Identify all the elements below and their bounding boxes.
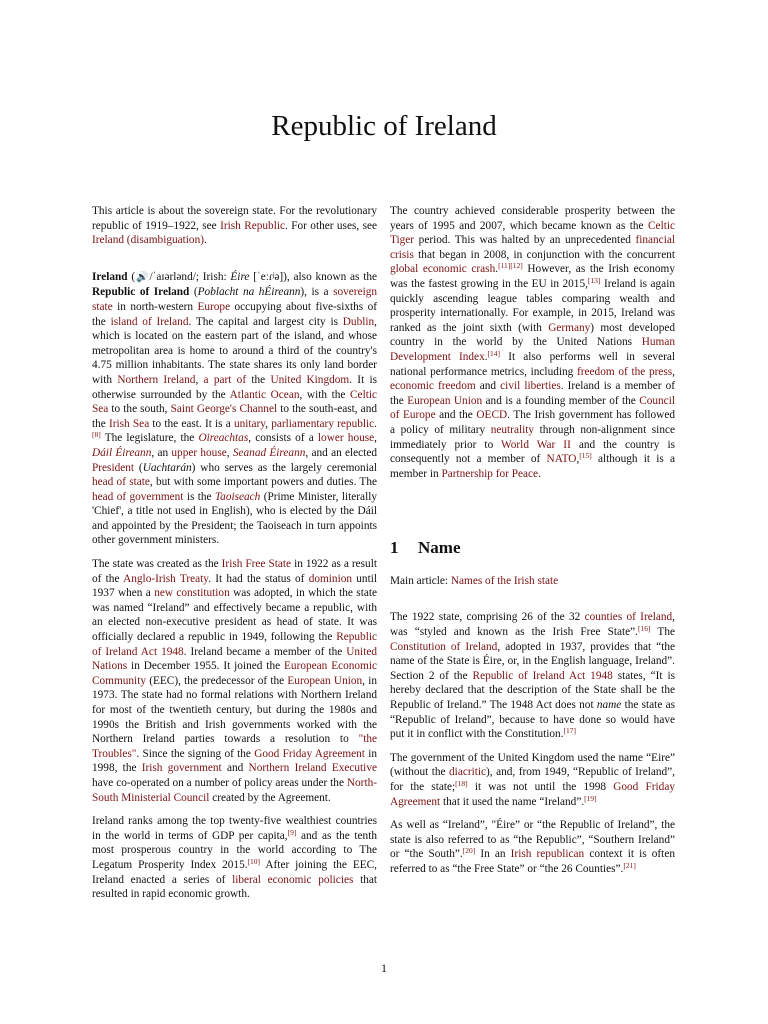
link-irish-republican[interactable]: Irish republican (510, 848, 585, 861)
link-council-of-europe[interactable]: Council of Europe (390, 394, 675, 422)
main-article-note: Main article: Names of the Irish state (390, 574, 559, 587)
link-saint-georges-channel[interactable]: Saint George's Channel (170, 403, 278, 416)
citation-8[interactable]: [8] (92, 430, 101, 440)
link-human-development-index[interactable]: Human Development Index (390, 336, 675, 363)
link-irish-republic[interactable]: Irish Republic (220, 219, 285, 232)
link-irish-free-state[interactable]: Irish Free State (221, 558, 292, 571)
wealth-paragraph: Ireland ranks among the top twenty-five wealthiest countries in the world in terms of GDP per capita,[9] and as the tenth most prosperous country in the world according to The Legatum Prosperity Index 2015.[10] After joining the EEC, Ireland enacted a series of liberal economic policies that resulted in rapid economic growth. (92, 815, 378, 901)
link-president[interactable]: President (92, 461, 135, 474)
link-irish-government[interactable]: Irish government (141, 762, 222, 775)
link-nato[interactable]: NATO (546, 453, 577, 466)
link-irish-sea[interactable]: Irish Sea (109, 417, 150, 430)
link-counties-of-ireland[interactable]: counties of Ireland (584, 611, 673, 624)
link-northern-ireland[interactable]: Northern Ireland (117, 373, 196, 386)
link-european-union[interactable]: European Union (287, 674, 363, 687)
link-good-friday-agreement-2[interactable]: Good Friday Agreement (390, 781, 675, 808)
citation-19[interactable]: [19] (584, 793, 597, 803)
citation-14[interactable]: [14] (487, 348, 501, 358)
link-good-friday-agreement[interactable]: Good Friday Agreement (254, 747, 365, 760)
economy-paragraph: The country achieved considerable prosperity between the years of 1995 and 2007, which became known as the Celtic Tiger period. This was halted by an unprecedented financial crisis that began in 2008, in conjunction with the concurrent global economic crash.[11][12] However, as the Irish economy was the fastest growing in the EU in 2015,[13] Ireland is again quickly ascending league tables comparing wealth and prosperity internationally. For example, in 2015, Ireland was ranked as the joint sixth (with Germany) most developed country in the world by the United Nations Human Development Index.[14] It also performs well in several national performance metrics, including freedom of the press, economic freedom and civil liberties. Ireland is a member of the European Union and is a founding member of the Council of Europe and the OECD. The Irish government has followed a policy of military neutrality through non-alignment since immediately prior to World War II and the country is consequently not a member of NATO,[15] although it is a member in Partnership for Peace. (390, 205, 676, 480)
citation-17[interactable]: [17] (563, 726, 577, 736)
link-atlantic-ocean[interactable]: Atlantic Ocean (229, 388, 300, 401)
intro-paragraph: Ireland (🔊/ˈaɪərlənd/; Irish: Éire [ˈeːɾʲə]), also known as the Republic of Ireland (Poblacht na hÉireann), is a sovereign state in north-western Europe occupying about five-sixths of the island of Ireland. The capital and largest city is Dublin, which is located on the eastern part of the island, and whose metropolitan area is home to around a third of the country's 4.75 million inhabitants. The state shares its only land border with Northern Ireland, a part of the United Kingdom. It is otherwise surrounded by the Atlantic Ocean, with the Celtic Sea to the south, Saint George's Channel to the south-east, and the Irish Sea to the east. It is a unitary, parliamentary republic.[8] The legislature, the Oireachtas, consists of a lower house, Dáil Éireann, an upper house, Seanad Éireann, and an elected President (Uachtarán) who serves as the largely ceremonial head of state, but with some important powers and duties. The head of government is the Taoiseach (Prime Minister, literally 'Chief', a title not used in English), who is elected by the Dáil and appointed by the President; the Taoiseach in turn appoints other government ministers. (92, 270, 378, 547)
link-european-union-2[interactable]: European Union (407, 394, 483, 407)
citation-10[interactable]: [10] (247, 856, 261, 866)
link-constitution-of-ireland[interactable]: Constitution of Ireland (390, 640, 498, 653)
link-diacritic[interactable]: diacritic (449, 766, 487, 779)
link-economic-freedom[interactable]: economic freedom (390, 380, 476, 393)
link-names-of-the-irish-state[interactable]: Names of the Irish state (450, 574, 559, 587)
link-europe[interactable]: Europe (197, 300, 231, 313)
link-oireachtas[interactable]: Oireachtas (198, 432, 249, 445)
link-new-constitution[interactable]: new constitution (154, 587, 230, 600)
citation-13[interactable]: [13] (587, 275, 601, 285)
link-dominion[interactable]: dominion (308, 572, 353, 585)
speaker-icon[interactable]: 🔊 (135, 271, 150, 283)
link-unitary[interactable]: unitary (233, 417, 266, 430)
page-number: 1 (381, 961, 387, 975)
citation-18[interactable]: [18] (455, 779, 468, 788)
right-column (390, 204, 675, 886)
citation-15[interactable]: [15] (579, 451, 592, 461)
section-heading-name: 1 Name (390, 538, 461, 558)
link-anglo-irish-treaty[interactable]: Anglo-Irish Treaty (123, 572, 209, 585)
citation-16[interactable]: [16] (638, 624, 651, 634)
link-head-of-government[interactable]: head of government (92, 490, 184, 503)
link-financial-crisis[interactable]: financial crisis (390, 234, 675, 261)
link-freedom-of-the-press[interactable]: freedom of the press (577, 365, 673, 378)
link-head-of-state[interactable]: head of state (92, 476, 150, 489)
link-northern-ireland-executive[interactable]: Northern Ireland Executive (248, 762, 377, 775)
history-paragraph: The state was created as the Irish Free State in 1922 as a result of the Anglo-Irish Treaty. It had the status of dominion until 1937 when a new constitution was adopted, in which the state was named “Ireland” and effectively became a republic, with an elected non-executive president as head of state. It was officially declared a republic in 1949, following the Republic of Ireland Act 1948. Ireland became a member of the United Nations in December 1955. It joined the European Economic Community (EEC), the predecessor of the European Union, in 1973. The state had no formal relations with Northern Ireland for most of the twentieth century, but during the 1980s and 1990s the British and Irish governments worked with the Northern Ireland parties towards a resolution to "the Troubles". Since the signing of the Good Friday Agreement in 1998, the Irish government and Northern Ireland Executive have co-operated on a number of policy areas under the North-South Ministerial Council created by the Agreement. (92, 558, 377, 804)
left-column (92, 204, 377, 911)
link-european-economic-community[interactable]: European Economic Community (92, 660, 377, 687)
link-united-nations[interactable]: United Nations (92, 645, 377, 673)
link-sovereign-state[interactable]: sovereign state (92, 286, 378, 313)
link-dublin[interactable]: Dublin (342, 315, 375, 328)
page-title: Republic of Ireland (271, 110, 497, 142)
link-celtic-sea[interactable]: Celtic Sea (92, 388, 377, 416)
link-united-kingdom[interactable]: United Kingdom (270, 373, 350, 386)
name-paragraph-3: As well as “Ireland”, "Éire” or “the Republic of Ireland”, the state is also referred to as “the Republic”, “Southern Ireland” or “the South”.[20] In an Irish republican context it is often referred to as “the Free State” or “the 26 Counties”.[21] (390, 819, 675, 875)
link-a-part-of[interactable]: a part of (203, 373, 247, 386)
link-neutrality[interactable]: neutrality (490, 423, 535, 436)
link-seanad-eireann[interactable]: Seanad Éireann (232, 446, 306, 459)
link-upper-house[interactable]: upper house (171, 446, 227, 459)
link-parliamentary-republic[interactable]: parliamentary republic (271, 417, 375, 430)
citation-21[interactable]: [21] (623, 860, 636, 870)
link-island-of-ireland[interactable]: island of Ireland (110, 315, 189, 328)
link-north-south-ministerial-council[interactable]: North-South Ministerial Council (92, 776, 377, 804)
link-taoiseach[interactable]: Taoiseach (214, 490, 261, 503)
citation-9[interactable]: [9] (287, 827, 297, 837)
link-dail-eireann[interactable]: Dáil Éireann (92, 446, 152, 459)
name-paragraph-1: The 1922 state, comprising 26 of the 32 counties of Ireland, was “styled and known as the Irish Free State”.[16] The Constitution of Ireland, adopted in 1937, provides that “the name of the State is Éire, or, in the English language, Ireland”. Section 2 of the Republic of Ireland Act 1948 states, “It is hereby declared that the description of the State shall be the Republic of Ireland.” The 1948 Act does not name the state as “Republic of Ireland”, because to have done so would have put it in conflict with the Constitution.[17] (390, 611, 676, 741)
link-republic-of-ireland-act[interactable]: Republic of Ireland Act 1948 (92, 631, 377, 658)
citation-20[interactable]: [20] (462, 846, 476, 856)
link-partnership-for-peace[interactable]: Partnership for Peace (441, 467, 539, 480)
link-world-war-ii[interactable]: World War II (501, 438, 571, 451)
name-paragraph-2: The government of the United Kingdom used the name “Eire” (without the diacritic), and, from 1949, “Republic of Ireland”, for the state;[18] it was not until the 1998 Good Friday Agreement that it used the name “Ireland”.[19] (390, 751, 675, 808)
link-republic-of-ireland-act-2[interactable]: Republic of Ireland Act 1948 (472, 669, 613, 682)
link-ireland-disambiguation[interactable]: Ireland (disambiguation) (92, 234, 204, 247)
link-celtic-tiger[interactable]: Celtic Tiger (390, 219, 675, 247)
link-the-troubles[interactable]: "the Troubles" (92, 733, 377, 760)
link-civil-liberties[interactable]: civil liberties (500, 380, 561, 393)
link-oecd[interactable]: OECD (476, 409, 508, 422)
link-global-economic-crash[interactable]: global economic crash (390, 263, 496, 276)
link-germany[interactable]: Germany (548, 321, 591, 334)
citation-11-12[interactable]: [11][12] (498, 261, 523, 271)
link-lower-house[interactable]: lower house (317, 432, 375, 445)
hatnote: This article is about the sovereign state. For the revolutionary republic of 1919–1922, see Irish Republic. For other uses, see Ireland (disambiguation). (92, 205, 377, 247)
link-liberal-economic-policies[interactable]: liberal economic policies (232, 873, 354, 886)
